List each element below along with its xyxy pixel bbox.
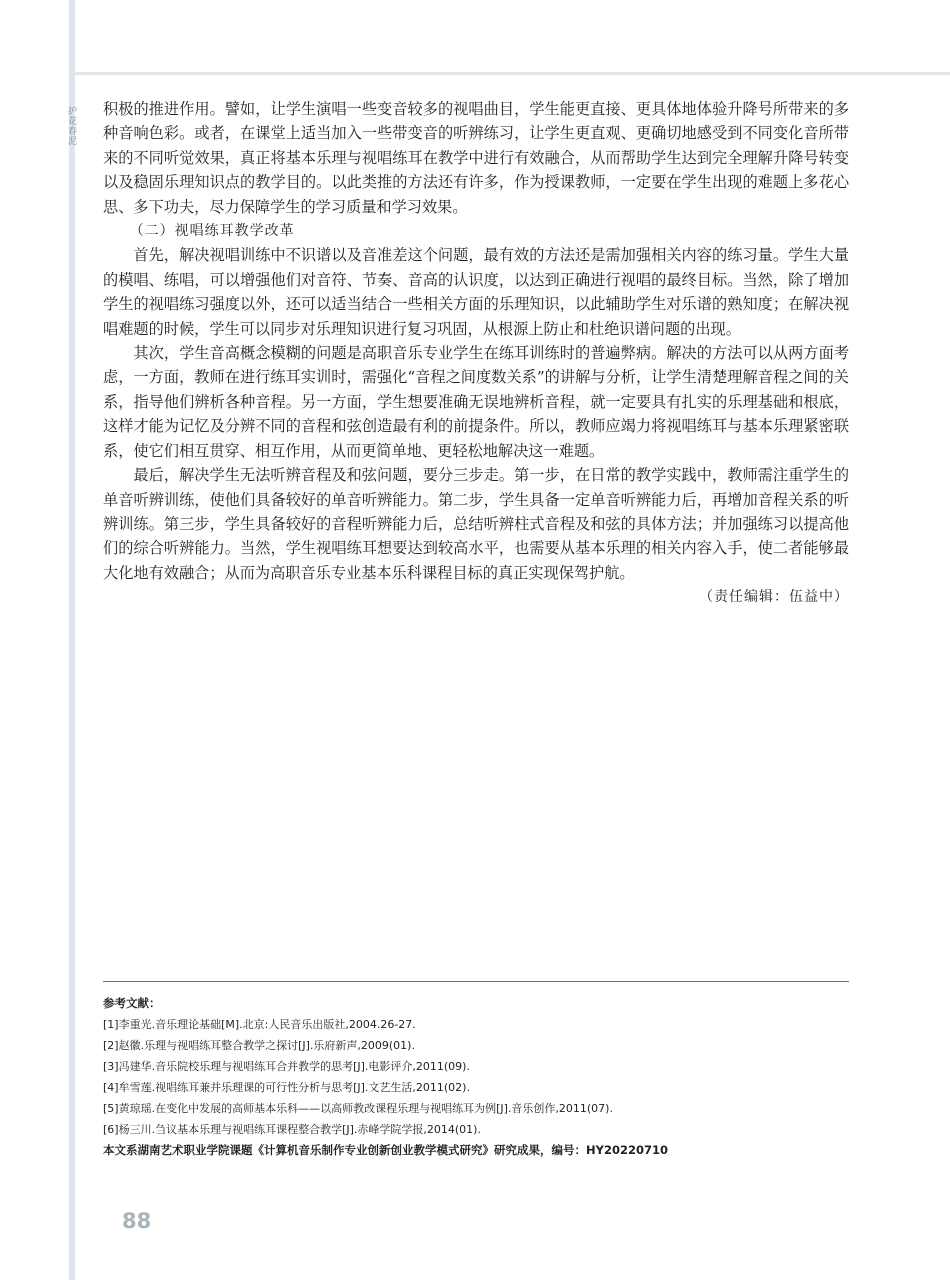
- reference-item: [1]李重光.音乐理论基础[M].北京:人民音乐出版社,2004.26-27.: [103, 1018, 416, 1031]
- header-rule: [75, 72, 950, 75]
- paragraph-second: 其次，学生音高概念模糊的问题是高职音乐专业学生在练耳训练时的普遍弊病。解决的方法可以从两方面考虑，一方面，教师在进行练耳实训时，需强化“音程之间度数关系”的讲解与分析，让学生清楚理解音程之间的关系，指导他们辨析各种音程。另一方面，学生想要准确无误地辨析音程，就一定要具有扎实的乐理基础和根底，这样才能为记忆及分辨不同的音程和弦创造最有利的前提条件。所以，教师应竭力将视唱练耳与基本乐理紧密联系，使它们相互贯穿、相互作用，从而更简单地、更轻松地解决这一难题。: [103, 344, 849, 460]
- references-section: [103, 993, 849, 1161]
- paragraph-third: 最后，解决学生无法听辨音程及和弦问题，要分三步走。第一步，在日常的教学实践中，教师需注重学生的单音听辨训练，使他们具备较好的单音听辨能力。第二步，学生具备一定单音听辨能力后，再增加音程关系的听辨训练。第三步，学生具备较好的音程听辨能力后，总结听辨柱式音程及和弦的具体方法；并加强练习以提高他们的综合听辨能力。当然，学生视唱练耳想要达到较高水平，也需要从基本乐理的相关内容入手，使二者能够最大化地有效融合；从而为高职音乐专业基本乐科课程目标的真正实现保驾护航。: [103, 466, 849, 582]
- reference-item: [2]赵徽.乐理与视唱练耳整合教学之探讨[J].乐府新声,2009(01).: [103, 1039, 415, 1052]
- article-body: [103, 97, 849, 610]
- project-funding-note: 本文系湖南艺术职业学院课题《计算机音乐制作专业创新创业教学模式研究》研究成果，编号：HY20220710: [103, 1143, 668, 1157]
- intro-paragraph: 积极的推进作用。譬如，让学生演唱一些变音较多的视唱曲目，学生能更直接、更具体地体验升降号所带来的多种音响色彩。或者，在课堂上适当加入一些带变音的听辨练习，让学生更直观、更确切地感受到不同变化音所带来的不同听觉效果，真正将基本乐理与视唱练耳在教学中进行有效融合，从而帮助学生达到完全理解升降号转变以及稳固乐理知识点的教学目的。以此类推的方法还有许多，作为授课教师，一定要在学生出现的难题上多花心思、多下功夫，尽力保障学生的学习质量和学习效果。: [103, 100, 849, 216]
- paragraph-first: 首先，解决视唱训练中不识谱以及音准差这个问题，最有效的方法还是需加强相关内容的练习量。学生大量的模唱、练唱，可以增强他们对音符、节奏、音高的认识度，以达到正确进行视唱的最终目标。当然，除了增加学生的视唱练习强度以外，还可以适当结合一些相关方面的乐理知识，以此辅助学生对乐谱的熟知度；在解决视唱难题的时候，学生可以同步对乐理知识进行复习巩固，从根源上防止和杜绝识谱问题的出现。: [103, 246, 849, 338]
- section-heading: （二）视唱练耳教学改革: [129, 223, 295, 240]
- side-margin-bar: [66, 0, 76, 1280]
- references-heading: 参考文献：: [103, 996, 161, 1010]
- reference-item: [6]杨三川.刍议基本乐理与视唱练耳课程整合教学[J].赤峰学院学报,2014(01).: [103, 1123, 481, 1136]
- page-number: 88: [122, 1209, 152, 1233]
- reference-item: [5]黄琼瑶.在变化中发展的高师基本乐科——以高师教改课程乐理与视唱练耳为例[J].音乐创作,2011(07).: [103, 1102, 613, 1115]
- reference-item: [4]牟雪莲.视唱练耳兼并乐理课的可行性分析与思考[J].文艺生活,2011(02).: [103, 1081, 470, 1094]
- references-divider: [103, 981, 849, 982]
- column-label: 护花春泥: [66, 106, 76, 146]
- reference-item: [3]冯建华.音乐院校乐理与视唱练耳合并教学的思考[J].电影评介,2011(09).: [103, 1060, 470, 1073]
- editor-credit: （责任编辑：伍益中）: [699, 589, 849, 606]
